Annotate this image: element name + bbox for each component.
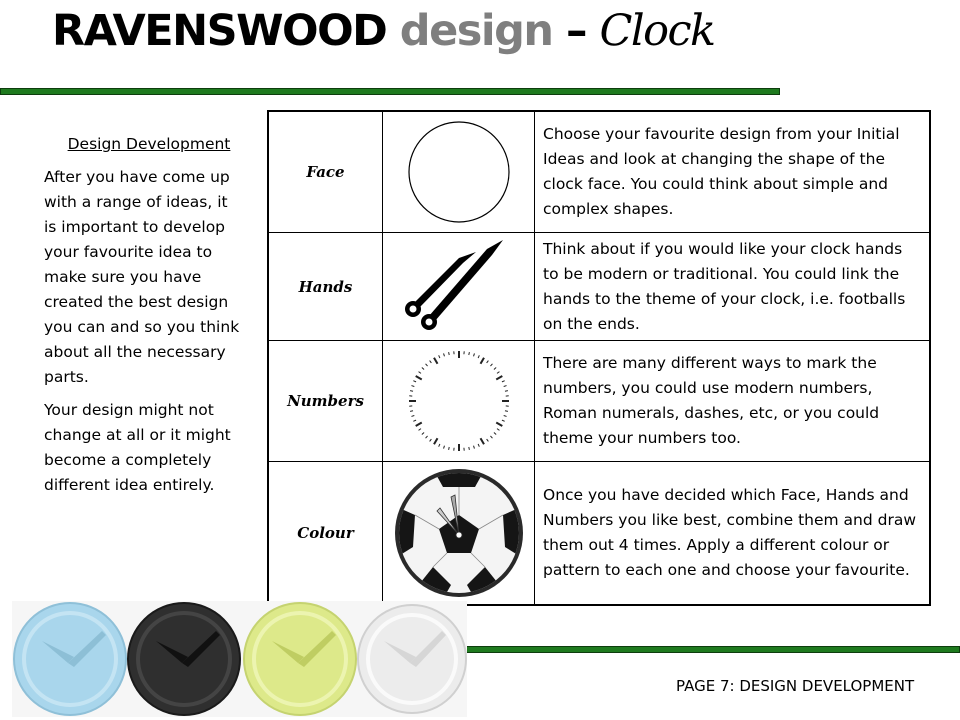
row-label: Colour bbox=[268, 462, 383, 605]
brand-suffix: design bbox=[399, 6, 553, 56]
dial-tick bbox=[478, 356, 479, 359]
table-row-face bbox=[268, 111, 930, 233]
intro-paragraph: After you have come up with a range of ideas, it is important to develop your favourite idea to make sure you have created the best design you can and so you think about all the necessary parts. bbox=[44, 168, 240, 386]
dial-tick bbox=[468, 447, 469, 450]
dial-tick bbox=[410, 391, 413, 392]
dial-tick bbox=[503, 386, 506, 387]
row-description: Once you have decided which Face, Hands and Numbers you like best, combine them and draw them out 4 times. Apply a different colour or pattern to each one and choose your favourite. bbox=[535, 462, 931, 605]
dial-tick bbox=[411, 386, 414, 387]
dial-tick bbox=[504, 411, 507, 412]
dial-tick bbox=[493, 433, 495, 435]
development-table bbox=[267, 110, 931, 606]
dial-tick bbox=[501, 420, 504, 421]
dial-tick bbox=[418, 429, 420, 431]
dial-tick bbox=[473, 446, 474, 449]
light-blue-clock bbox=[14, 603, 126, 715]
dial-tick bbox=[411, 416, 414, 417]
intro-heading: Design Development bbox=[67, 135, 231, 153]
dial-tick bbox=[478, 444, 479, 447]
hands-image bbox=[383, 233, 535, 341]
dial-tick bbox=[415, 376, 421, 380]
dial-tick bbox=[448, 447, 449, 450]
title-dash: – bbox=[565, 6, 586, 56]
dial-tick bbox=[415, 423, 421, 427]
dial-tick bbox=[443, 446, 444, 449]
dial-tick bbox=[410, 411, 413, 412]
dial-tick bbox=[429, 439, 431, 441]
table-row-numbers bbox=[268, 341, 930, 462]
colour-image bbox=[383, 462, 535, 605]
brand-name: RAVENSWOOD bbox=[52, 6, 387, 56]
clock-hands-icon bbox=[399, 237, 519, 337]
numbers-image bbox=[383, 341, 535, 462]
dial-tick bbox=[490, 436, 492, 438]
face-image bbox=[383, 111, 535, 233]
row-description: Choose your favourite design from your Initial Ideas and look at changing the shape of the clock face. You could think about simple and complex shapes. bbox=[535, 111, 931, 233]
dial-tick bbox=[438, 356, 439, 359]
page-title bbox=[52, 6, 715, 56]
dial-tick bbox=[490, 364, 492, 366]
dial-tick bbox=[486, 361, 488, 363]
dial-tick bbox=[468, 352, 469, 355]
intro-panel bbox=[44, 132, 244, 506]
black-clock bbox=[128, 603, 240, 715]
table-row-colour bbox=[268, 462, 930, 605]
dial-tick bbox=[496, 376, 502, 380]
dial-ticks-icon bbox=[403, 345, 515, 457]
sample-clocks-image bbox=[12, 601, 467, 717]
dial-tick bbox=[413, 381, 416, 382]
dial-tick bbox=[413, 420, 416, 421]
page-footer-label: PAGE 7: DESIGN DEVELOPMENT bbox=[676, 677, 915, 695]
dial-tick bbox=[434, 439, 438, 445]
circle-outline-icon bbox=[403, 116, 515, 228]
row-label: Numbers bbox=[268, 341, 383, 462]
row-label: Hands bbox=[268, 233, 383, 341]
white-clock bbox=[358, 605, 466, 713]
dial-tick bbox=[418, 372, 420, 374]
dial-tick bbox=[421, 368, 423, 370]
dial-tick bbox=[503, 416, 506, 417]
row-description: There are many different ways to mark the numbers, you could use modern numbers, Roman numerals, dashes, etc, or you could theme your numbers too. bbox=[535, 341, 931, 462]
bottom-divider-bar bbox=[462, 646, 960, 653]
dial-tick bbox=[493, 368, 495, 370]
dial-tick bbox=[429, 361, 431, 363]
dial-tick bbox=[504, 391, 507, 392]
dial-tick bbox=[497, 372, 499, 374]
dial-tick bbox=[486, 439, 488, 441]
dial-tick bbox=[480, 358, 484, 364]
title-subject: Clock bbox=[599, 6, 715, 56]
dial-tick bbox=[425, 436, 427, 438]
lime-clock bbox=[244, 603, 356, 715]
dial-tick bbox=[473, 354, 474, 357]
dial-tick bbox=[438, 444, 439, 447]
dial-tick bbox=[501, 381, 504, 382]
row-label: Face bbox=[268, 111, 383, 233]
top-divider-bar bbox=[0, 88, 780, 95]
football-clock-icon bbox=[393, 467, 525, 599]
dial-tick bbox=[496, 423, 502, 427]
dial-tick bbox=[448, 352, 449, 355]
table-row-hands bbox=[268, 233, 930, 341]
intro-paragraph: Your design might not change at all or it might become a completely different idea entirely. bbox=[44, 401, 231, 494]
dial-tick bbox=[425, 364, 427, 366]
dial-tick bbox=[434, 358, 438, 364]
dial-tick bbox=[421, 433, 423, 435]
dial-tick bbox=[480, 439, 484, 445]
row-description: Think about if you would like your clock hands to be modern or traditional. You could link the hands to the theme of your clock, i.e. footballs on the ends. bbox=[535, 233, 931, 341]
dial-tick bbox=[443, 354, 444, 357]
dial-tick bbox=[497, 429, 499, 431]
